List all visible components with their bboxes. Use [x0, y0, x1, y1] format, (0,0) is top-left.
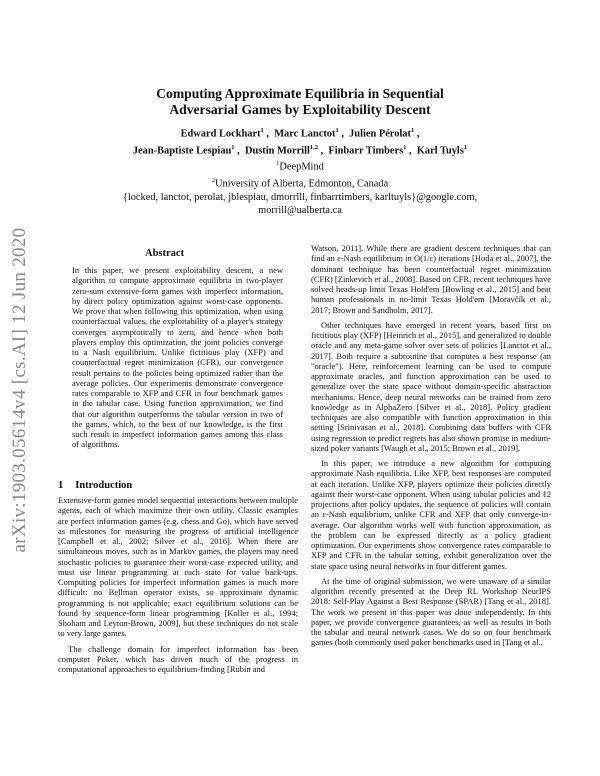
email-line-1: {locked, lanctot, perolat, jblespiau, dmorrill, finbarrtimbers, karltuyls}@google.com,	[122, 191, 478, 203]
author-line-1: Edward Lockhart$^1$ , Marc Lanctot$^1$ , Julien Pérolat$^1$ ,	[180, 127, 420, 140]
author-name: Marc Lanctot	[274, 128, 336, 140]
paragraph: At the time of original submission, we were unaware of a similar algorithm recently presented at the Deep RL Workshop NeurIPS 2018: Self-Play Against a Best Response (SPAR) [Tang et al., 2018]. The work we present in this paper was done independently. In this paper, we provide convergence guarantees, as well as results in both the tabular and neural network cases. We do so on four benchmark games (both commonly used poker benchmarks used in [Tang et al.,	[311, 575, 551, 648]
author-affiliation-mark: 1	[410, 127, 415, 134]
paragraph: The challenge domain for imperfect information has been computer Poker, which has driven much of the progress in computational approaches to equilibrium-finding [Rubin and	[58, 643, 298, 674]
author-affiliation-mark: 1	[335, 127, 339, 134]
author-affiliation-mark: 1	[260, 127, 264, 134]
author-name: Jean-Baptiste Lespiau	[132, 145, 232, 157]
paragraph: Other techniques have emerged in recent years, based first on fictitious play (XFP) [Heinrich et al., 2015], and generalized to double oracle and any meta-game solver over sets of policies [Lanctot et al., 2017]. Both require a subroutine that computes a best response (an "oracle"). Here, reinforcement learning can be used to compute approximate oracles, and function approximation can be used to generalize over the state space without domain-specific abstraction mechanisms. Hence, deep neural networks can be trained from zero knowledge as in AlphaZero [Silver et al., 2018]. Policy gradient techniques are also compatible with function approximation in this setting [Srinivasan et al., 2018]. Combining data buffers with CFR using regression to predict regrets has also shown promise in medium-sized poker variants [Waugh et al., 2015; Brown et al., 2019].	[311, 319, 551, 453]
right-column-body	[311, 243, 551, 653]
author-name: Edward Lockhart	[180, 128, 261, 140]
author-block	[90, 124, 510, 217]
section-heading-introduction	[58, 480, 132, 491]
section-title: Introduction	[75, 480, 133, 491]
author-name: Julien Pérolat	[349, 128, 411, 140]
affiliation-mark: 1	[276, 160, 280, 168]
affiliation-2	[90, 174, 510, 191]
title-line-2: Adversarial Games by Exploitability Descent	[169, 102, 431, 117]
affiliation-name: University of Alberta, Edmonton, Canada	[215, 178, 389, 190]
author-name: Karl Tuyls	[416, 145, 464, 157]
paragraph: In this paper, we introduce a new algorithm for computing approximate Nash equilibria. Like XFP, best responses are computed at each iteration. Unlike XFP, players optimize their policies directly against their worst-case opponent. When using tabular policies and ℓ2 projections after policy updates, the sequence of policies will contain an ε-Nash equilibrium, unlike CFR and XFP that only converge-in-average. Our algorithm works well with function approximation, as the problem can be expressed directly as a policy gradient optimization. Our experiments show convergence rates comparable to XFP and CFR in the tabular setting, exhibit generalization over the state space using neural networks in four different games.	[311, 458, 551, 571]
abstract-text: In this paper, we present exploitability descent, a new algorithm to compute approximate equilibria in two-player zero-sum extensive-form games with imperfect information, by direct policy optimization against worst-case opponents. We prove that when following this optimization, when using counterfactual values, the exploitability of a player's strategy converges asymptotically to zero, and hence when both players employ this optimization, the joint policies converge to a Nash equilibrium. Unlike fictitious play (XFP) and counterfactual regret minimization (CFR), our convergence result pertains to the policies being optimized rather than the average policies. Our experiments demonstrate convergence rates comparable to XFP and CFR in four benchmark games in the tabular case. Using function approximation, we find that our algorithm outperforms the tabular version in two of the games, which, to the best of our knowledge, is the first such result in imperfect information games among this class of algorithms.	[72, 265, 283, 450]
affiliation-1	[90, 157, 510, 174]
paper-title	[110, 86, 490, 118]
arxiv-id-text: arXiv:1903.05614v4 [cs.AI] 12 Jun 2020	[9, 227, 30, 553]
author-affiliation-mark: 1	[463, 143, 468, 151]
paragraph: Watson, 2011]. While there are gradient descent techniques that can find an ε-Nash equilibrium in O(1/ε) iterations [Hoda et al., 2007], the dominant technique has been counterfactual regret minimization (CFR) [Zinkevich et al., 2008]. Based on CFR, recent techniques have solved heads-up limit Texas Hold'em [Bowling et al., 2015] and beat human professionals in no-limit Texas Hold'em [Moravčík et al., 2017; Brown and Sandholm, 2017].	[311, 243, 551, 315]
author-affiliation-mark: 1	[231, 143, 235, 151]
abstract-heading: Abstract	[145, 248, 185, 259]
abstract-body	[72, 265, 283, 455]
author-name: Dustin Morrill	[244, 145, 310, 157]
left-column-body	[58, 495, 298, 679]
affiliation-mark: 2	[211, 177, 216, 185]
section-number: 1	[58, 480, 64, 491]
author-line-2: Jean-Baptiste Lespiau$^1$ , Dustin Morrill$^{1,2}$ , Finbarr Timbers$^1$ , Karl Tuyls$^1$	[132, 143, 468, 157]
affiliation-name: DeepMind	[279, 161, 324, 173]
email-line-2: morrill@ualberta.ca	[258, 204, 342, 216]
paragraph: Extensive-form games model sequential interactions between multiple agents, each of which maximize their own utility. Classic examples are perfect information games (e.g. chess and Go), which have served as milestones for measuring the progress of artificial intelligence [Campbell et al., 2002; Silver et al., 2016]. When there are simultaneous moves, such as in Markov games, the players may need stochastic policies to guarantee their worst-case expected utility, and must use linear programming at each state for value back-ups. Computing policies for imperfect information games is much more difficult: no Bellman operator exists, so approximate dynamic programming is not applicable; exact equilibrium solutions can be found by sequence-form linear programming [Koller et al., 1994; Shoham and Leyton-Brown, 2009], but these techniques do not scale to very large games.	[58, 495, 298, 639]
author-affiliation-mark: 1	[403, 143, 407, 151]
title-line-1: Computing Approximate Equilibria in Sequential	[156, 86, 444, 101]
author-affiliation-mark: 1,2	[309, 143, 318, 151]
author-name: Finbarr Timbers	[328, 145, 404, 157]
arxiv-side-label	[0, 180, 40, 600]
